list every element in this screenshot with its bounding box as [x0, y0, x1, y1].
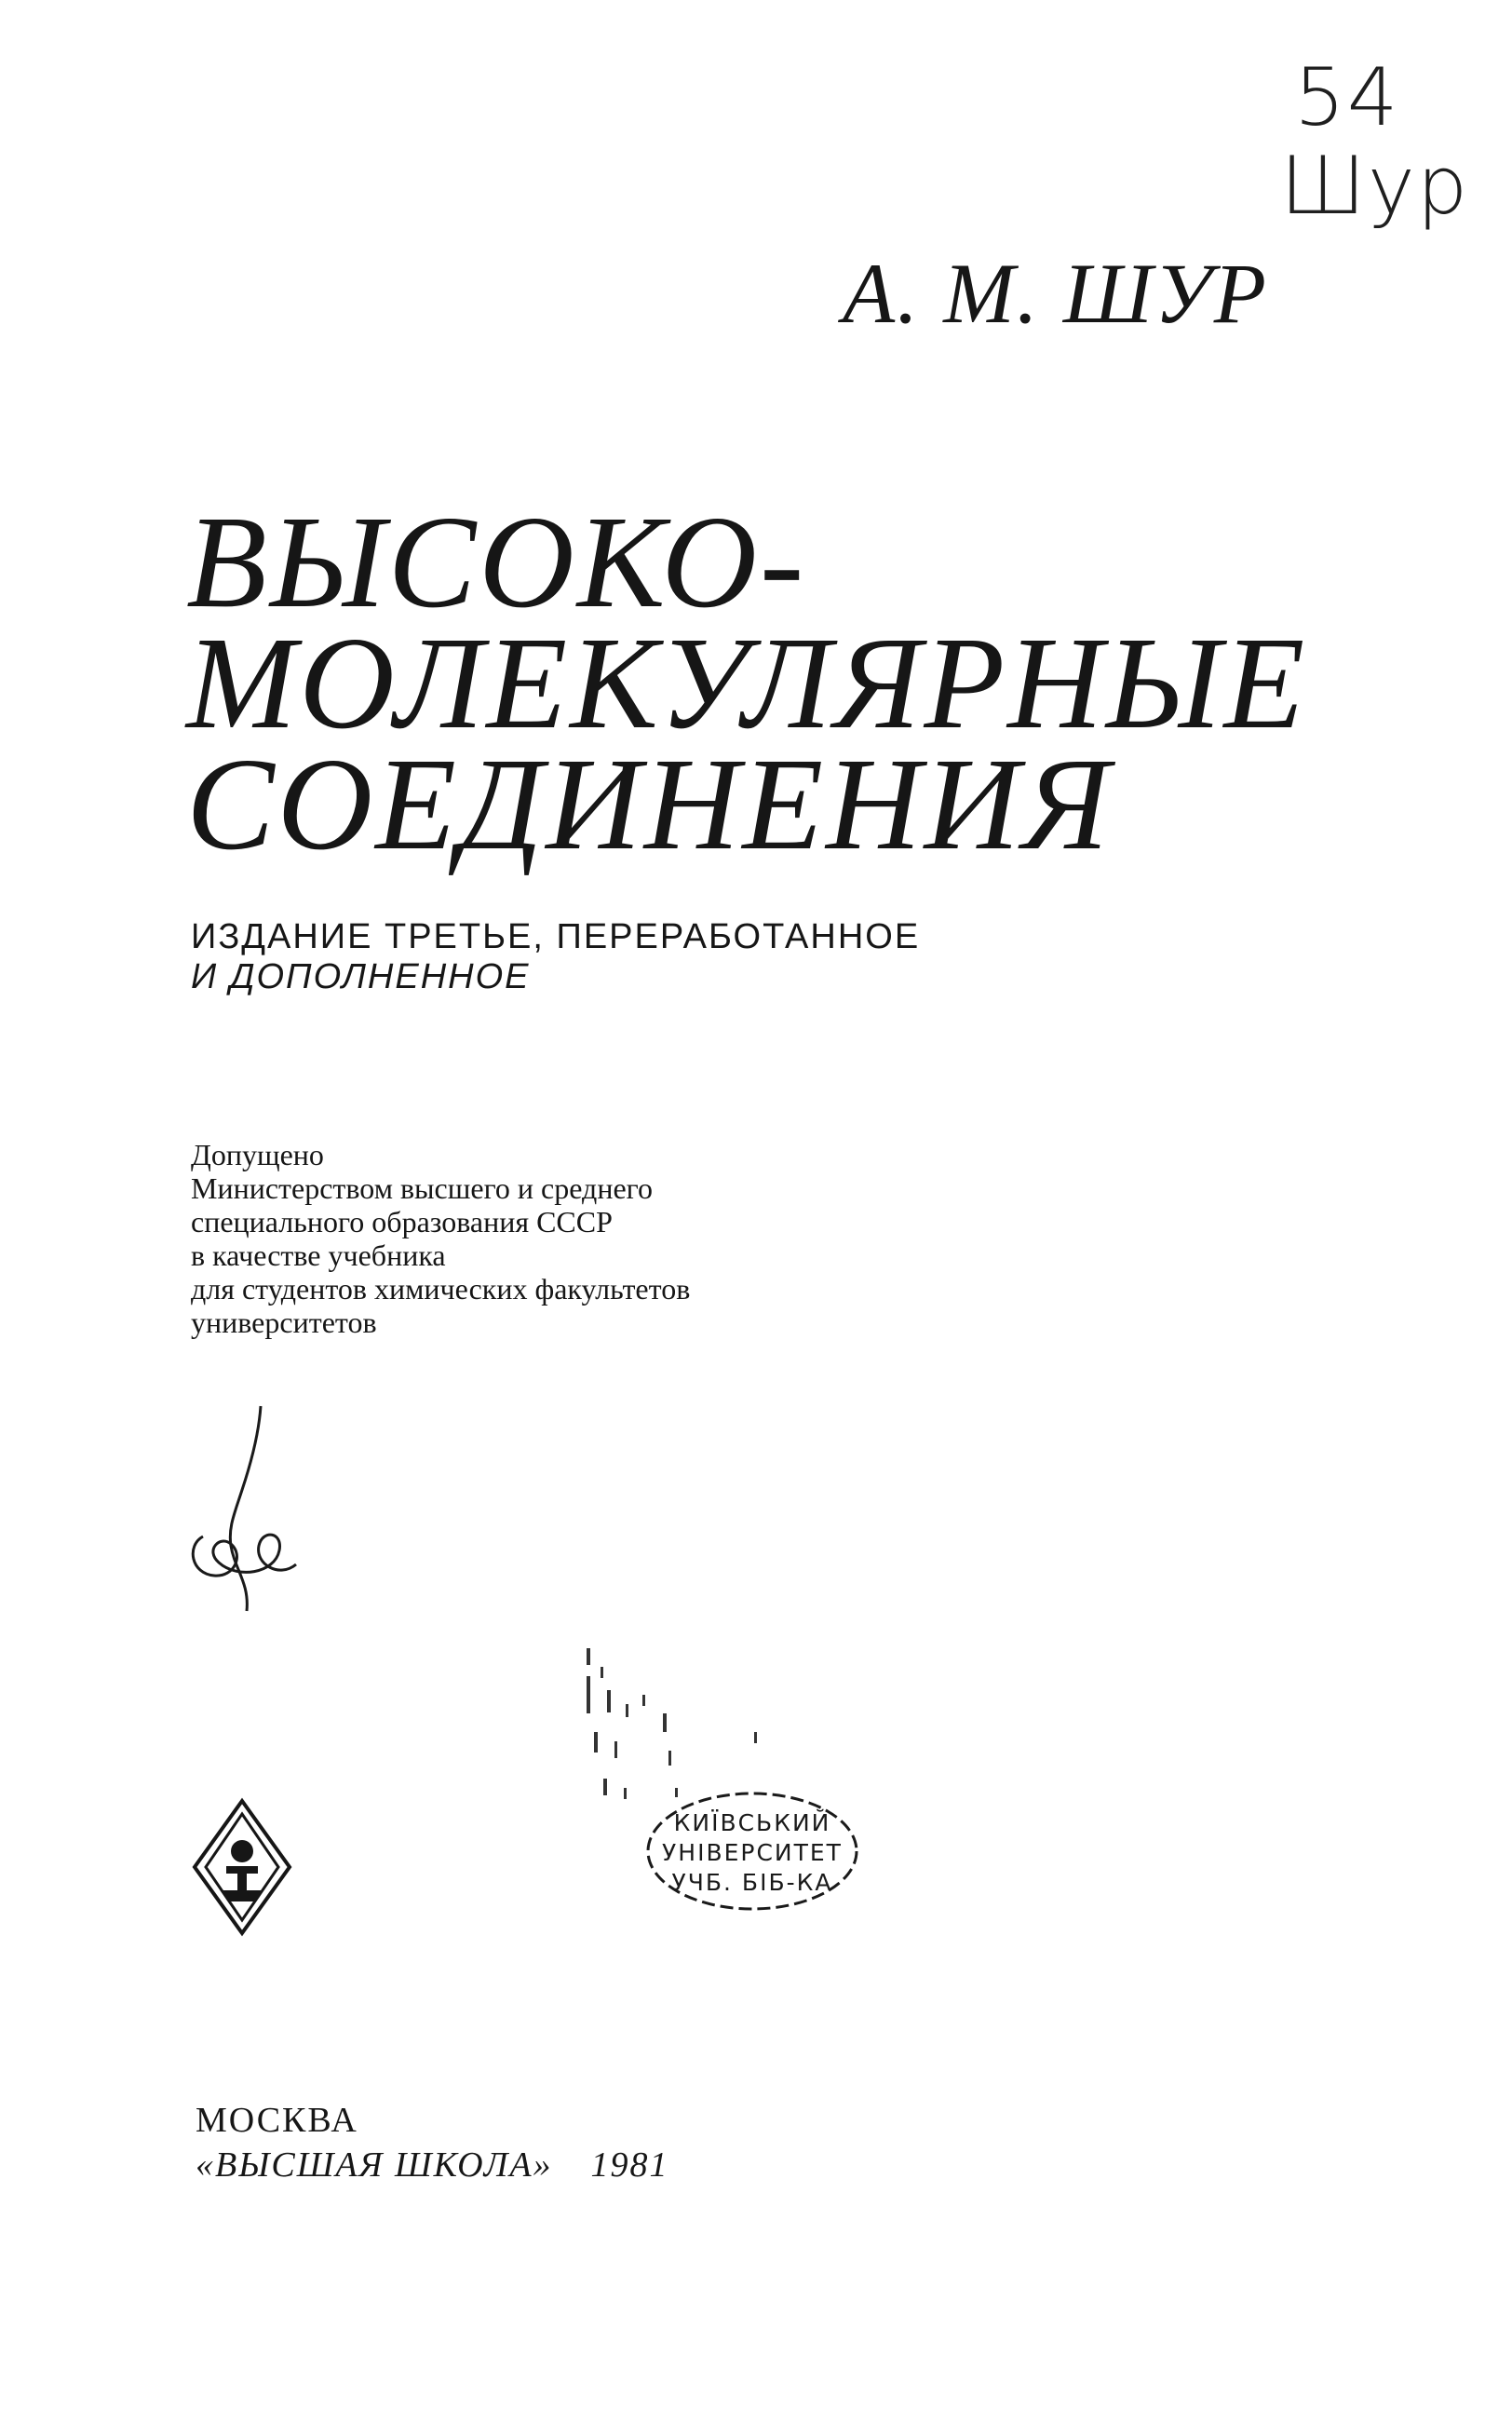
edition-line-1: ИЗДАНИЕ ТРЕТЬЕ, ПЕРЕРАБОТАННОЕ	[191, 917, 921, 956]
stamp-line-2: УНІВЕРСИТЕТ	[662, 1839, 843, 1866]
handwritten-name: Шур	[1280, 140, 1470, 233]
approval-line-2: Министерством высшего и среднего	[191, 1171, 653, 1205]
approval-line-3: специального образования СССР	[191, 1205, 613, 1238]
edition-line-2: И ДОПОЛНЕННОЕ	[191, 957, 531, 996]
publication-year: 1981	[590, 2145, 669, 2185]
author-name: А. М. ШУР	[843, 246, 1268, 341]
book-title-line-3: СОЕДИНЕНИЯ	[186, 730, 1113, 877]
handwritten-number: 54	[1294, 51, 1400, 144]
library-stamp	[559, 1648, 866, 1956]
book-title-line-2: МОЛЕКУЛЯРНЫЕ	[186, 609, 1308, 756]
signature-scribble	[177, 1397, 307, 1620]
approval-line-1: Допущено	[191, 1138, 324, 1171]
approval-line-6: университетов	[191, 1306, 377, 1339]
approval-line-5: для студентов химических факультетов	[191, 1272, 691, 1306]
book-title-line-1: ВЫСОКО-	[186, 488, 807, 635]
publisher-line	[196, 2145, 669, 2186]
approval-line-4: в качестве учебника	[191, 1238, 446, 1272]
stamp-line-3: УЧБ. БІБ-КА	[671, 1869, 833, 1896]
stamp-line-1: КИЇВСЬКИЙ	[673, 1809, 831, 1836]
publisher-logo-icon	[191, 1797, 293, 1937]
publisher-city: МОСКВА	[196, 2101, 358, 2140]
publisher-name: «ВЫСШАЯ ШКОЛА»	[196, 2145, 553, 2185]
